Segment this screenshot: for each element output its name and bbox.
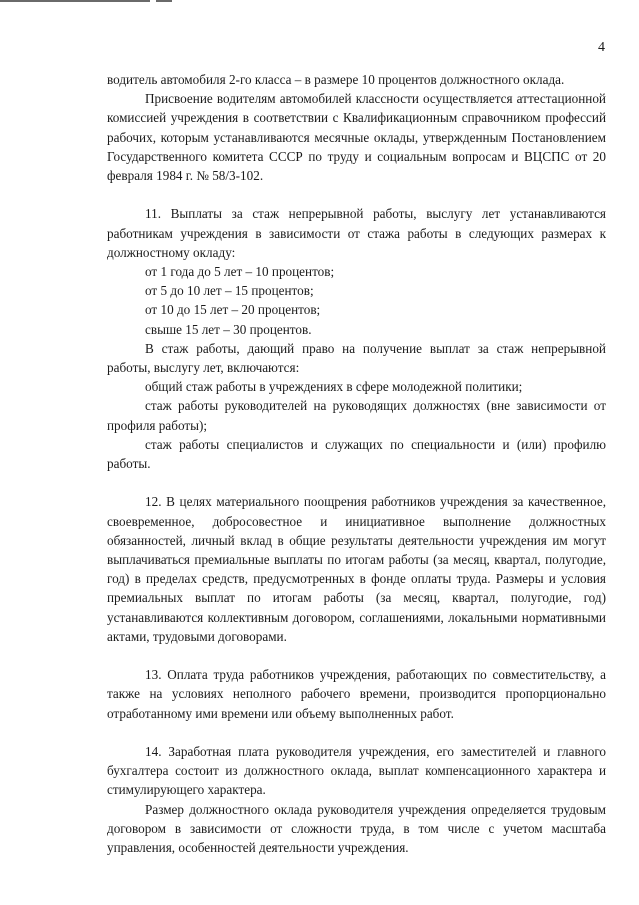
document-body [107,70,606,857]
list-item: от 5 до 10 лет – 15 процентов; [145,283,314,299]
scan-artifact-line [0,0,150,2]
list-item: от 1 года до 5 лет – 10 процентов; [145,264,335,280]
paragraph: стаж работы специалистов и служащих по специальности и (или) профилю работы. [107,436,606,472]
paragraph: Размер должностного оклада руководителя учреждения определяется трудовым договором в зависимости от сложности труда, в том числе с учетом масштаба управления, особенностей деятельности учреждения. [107,801,606,856]
page-number: 4 [598,40,605,55]
paragraph-gap [107,646,606,665]
paragraph: 13. Оплата труда работников учреждения, работающих по совместительству, а также на условиях неполного рабочего времени, производится пропорционально отработанному ими времени или объему выполненных работ. [107,667,606,721]
paragraph: стаж работы руководителей на руководящих должностях (вне зависимости от профиля работы); [107,398,606,433]
scan-artifact-line-short [156,0,172,2]
paragraph: 11. Выплаты за стаж непрерывной работы, выслугу лет устанавливаются работникам учреждения в зависимости от стажа работы в следующих размерах к должностному окладу: [107,206,606,260]
paragraph-gap [107,185,606,204]
paragraph-gap [107,723,606,742]
list-item: свыше 15 лет – 30 процентов. [145,321,312,337]
paragraph-gap [107,473,606,492]
list-item: от 10 до 15 лет – 20 процентов; [145,302,321,318]
paragraph-continued: водитель автомобиля 2-го класса – в размере 10 процентов должностного оклада. [107,72,565,87]
paragraph: 14. Заработная плата руководителя учреждения, его заместителей и главного бухгалтера состоит из должностного оклада, выплат компенсационного характера и стимулирующего характера. [107,744,606,798]
paragraph: Присвоение водителям автомобилей классности осуществляется аттестационной комиссией учреждения в соответствии с Квалификационным справочником профессий рабочих, которым устанавливаются месячные оклады, утвержденным Постановлением Государственного комитета СССР по труду и социальным вопросам и ВЦСПС от 20 февраля 1984 г. № 58/3-102. [107,91,606,184]
paragraph: общий стаж работы в учреждениях в сфере молодежной политики; [145,379,523,395]
paragraph: 12. В целях материального поощрения работников учреждения за качественное, своевременное, добросовестное и инициативное выполнение должностных обязанностей, личный вклад в общие результаты деятельности учреждения им могут выплачиваться премиальные выплаты по итогам работы (за месяц, квартал, полугодие, год) в пределах средств, предусмотренных в фонде оплаты труда. Размеры и условия премиальных выплат по итогам работы (за месяц, квартал, полугодие, год) устанавливаются коллективным договором, соглашениями, локальными нормативными актами, трудовыми договорами. [107,494,606,644]
paragraph: В стаж работы, дающий право на получение выплат за стаж непрерывной работы, выслугу лет, включаются: [107,340,606,376]
